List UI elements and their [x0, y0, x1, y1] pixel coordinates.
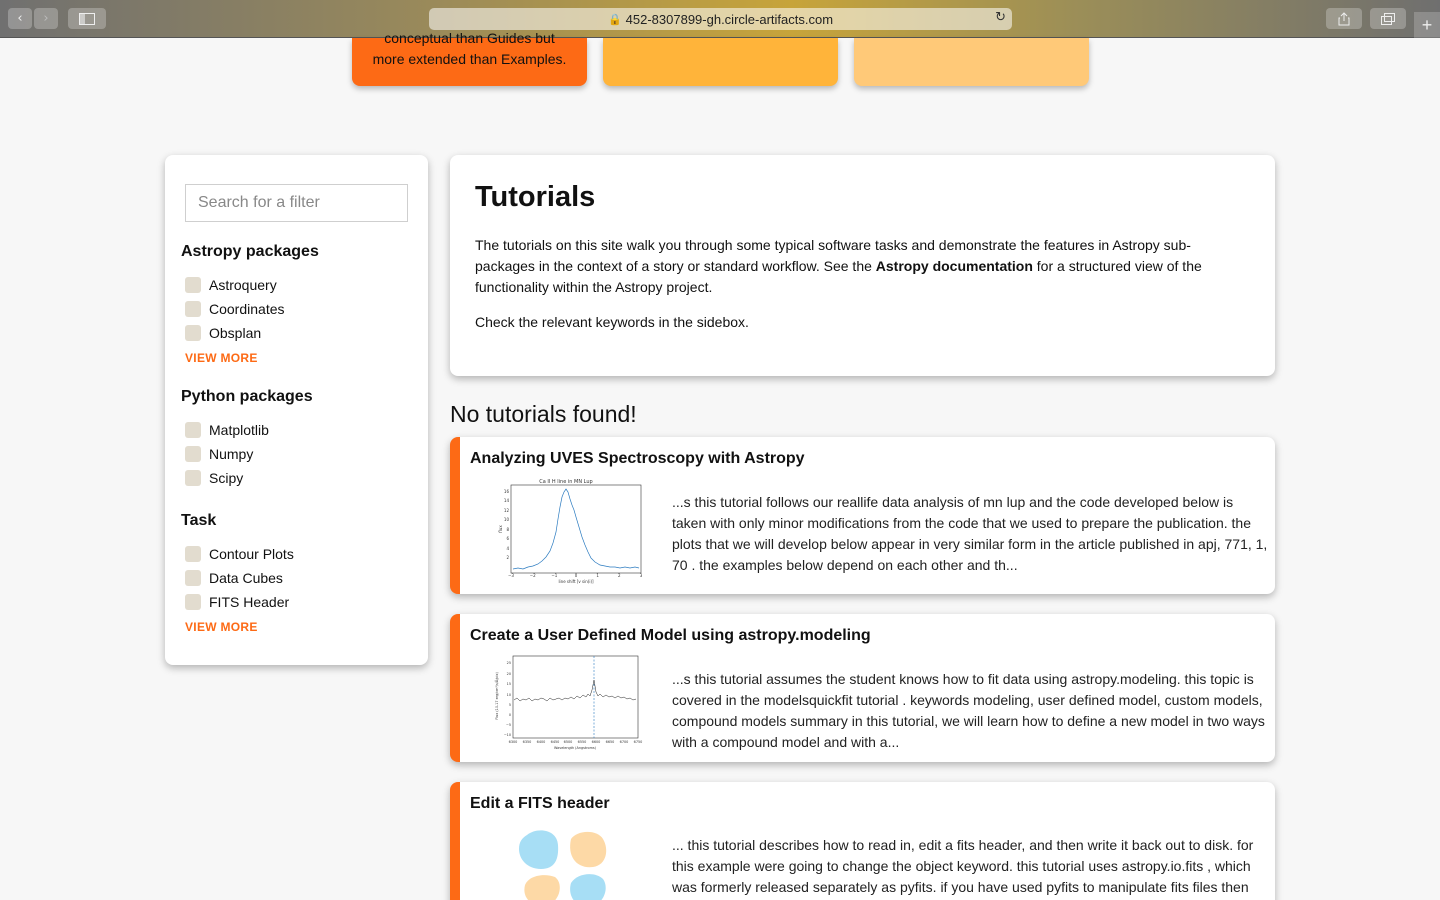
- category-card-text: more extended than Examples.: [372, 51, 567, 67]
- thumb-y-tick: 4: [506, 546, 509, 551]
- thumb-x-tick: −2: [529, 573, 536, 578]
- back-button[interactable]: [8, 8, 32, 29]
- browser-toolbar: [0, 0, 1440, 38]
- thumb-y-tick: 16: [503, 489, 509, 494]
- filter-option-contour-plots[interactable]: [185, 546, 294, 562]
- category-card-text: conceptual than Guides but: [384, 30, 555, 46]
- checkbox[interactable]: [185, 594, 201, 610]
- view-more-astropy-link[interactable]: VIEW MORE: [185, 351, 258, 365]
- filter-option-label: Astroquery: [209, 277, 277, 293]
- new-tab-button[interactable]: [1414, 12, 1440, 38]
- intro-text: for a structured view of the functionality within the Astropy project.: [475, 258, 1202, 295]
- filter-option-fits-header[interactable]: [185, 594, 289, 610]
- tutorial-title[interactable]: Edit a FITS header: [470, 795, 610, 812]
- thumb-x-tick: −1: [551, 573, 558, 578]
- thumb-x-tick: 6700: [619, 740, 629, 744]
- tutorial-title[interactable]: Analyzing UVES Spectroscopy with Astropy: [470, 450, 805, 467]
- thumb-x-tick: 0: [574, 573, 578, 578]
- thumb-y-tick: 14: [503, 498, 509, 503]
- forward-button[interactable]: [34, 8, 58, 29]
- tutorial-description: ...s this tutorial follows our reallife data analysis of mn lup and the code developed below is taken with only minor modifications from the code that we used to prepare the publication. the plots that we will develop below appear in very similar form in the article published in apj, 771, 1, 70 . the examples below depend on each other and th...: [672, 494, 1268, 573]
- checkbox[interactable]: [185, 446, 201, 462]
- thumb-x-tick: 6350: [522, 740, 532, 744]
- filter-option-label: Matplotlib: [209, 422, 269, 438]
- thumb-y-tick: 20: [506, 672, 511, 676]
- tutorial-thumbnail: [480, 477, 645, 587]
- thumb-x-tick: 6550: [577, 740, 587, 744]
- filter-group-title: Astropy packages: [181, 243, 319, 260]
- tutorial-thumbnail: [480, 654, 645, 754]
- checkbox[interactable]: [185, 470, 201, 486]
- thumb-y-tick: −5: [506, 723, 511, 727]
- checkbox[interactable]: [185, 277, 201, 293]
- thumb-x-label: Wavelength (Angstroms): [553, 746, 597, 750]
- filter-option-coordinates[interactable]: [185, 301, 285, 317]
- filter-group-title: Python packages: [181, 388, 313, 405]
- thumb-x-tick: 6750: [633, 740, 643, 744]
- filter-option-data-cubes[interactable]: [185, 570, 283, 586]
- thumb-y-tick: 5: [508, 703, 511, 707]
- tutorial-card-uves[interactable]: [450, 437, 1275, 594]
- filter-search-input[interactable]: [185, 184, 408, 222]
- checkbox[interactable]: [185, 325, 201, 341]
- thumb-y-tick: 15: [506, 682, 511, 686]
- thumb-y-label: flux: [498, 525, 503, 533]
- page-title: Tutorials: [475, 181, 596, 213]
- thumb-x-tick: 6600: [591, 740, 601, 744]
- view-more-task-link[interactable]: VIEW MORE: [185, 620, 258, 634]
- thumb-y-tick: 0: [508, 713, 511, 717]
- intro-hint: Check the relevant keywords in the sidebox.: [475, 314, 749, 330]
- checkbox[interactable]: [185, 422, 201, 438]
- chevron-left-icon: ‹: [17, 11, 23, 26]
- filter-group-title: Task: [181, 512, 217, 529]
- thumb-x-label: line shift [v sin(i)]: [558, 579, 594, 584]
- tutorial-card-modeling[interactable]: [450, 614, 1275, 762]
- intro-card: [450, 155, 1275, 376]
- filter-option-label: Coordinates: [209, 301, 285, 317]
- results-heading: No tutorials found!: [450, 401, 637, 427]
- thumb-y-tick: 6: [506, 536, 509, 541]
- thumb-x-tick: 6400: [536, 740, 546, 744]
- thumb-y-tick: 8: [506, 527, 509, 532]
- thumb-x-tick: −3: [508, 573, 514, 578]
- thumb-y-tick: 12: [503, 508, 509, 513]
- thumb-y-tick: 25: [506, 661, 511, 665]
- thumb-y-tick: −10: [503, 733, 511, 737]
- filter-option-label: Data Cubes: [209, 570, 283, 586]
- thumb-x-tick: 3: [639, 573, 643, 578]
- chevron-right-icon: ›: [43, 11, 49, 26]
- thumb-title: Ca II H line in MN Lup: [539, 479, 593, 485]
- intro-text: The tutorials on this site walk you through some typical software tasks and demonstrate the features in Astropy sub-packages in the context of a story or standard workflow. See the: [475, 237, 1191, 274]
- filter-option-label: Scipy: [209, 470, 244, 486]
- filter-option-numpy[interactable]: [185, 446, 253, 462]
- checkbox[interactable]: [185, 570, 201, 586]
- astropy-documentation-link[interactable]: Astropy documentation: [875, 258, 1033, 274]
- sidebar-toggle-button[interactable]: [68, 8, 106, 29]
- thumb-y-tick: 2: [506, 555, 509, 560]
- thumb-x-tick: 6450: [550, 740, 560, 744]
- filter-option-label: FITS Header: [209, 594, 290, 610]
- thumb-x-tick: 2: [618, 573, 621, 578]
- lock-icon: 🔒: [607, 12, 622, 26]
- checkbox[interactable]: [185, 546, 201, 562]
- tutorial-card-fits-header[interactable]: [450, 782, 1275, 900]
- tutorial-title[interactable]: Create a User Defined Model using astropy.modeling: [470, 627, 871, 644]
- plus-icon: +: [1421, 14, 1433, 35]
- thumb-y-label: Flux (10-17 erg/cm²/s/Å/pix): [495, 672, 499, 720]
- filter-option-label: Obsplan: [209, 325, 262, 341]
- thumb-y-tick: 10: [506, 693, 511, 697]
- thumb-x-tick: 6500: [563, 740, 573, 744]
- thumb-x-tick: 6300: [508, 740, 518, 744]
- intro-paragraph: [475, 235, 1225, 298]
- filter-option-label: Contour Plots: [209, 546, 294, 562]
- tutorial-description: ... this tutorial describes how to read in, edit a fits header, and then write it back out to disk. for this example were going to change the object keyword. this tutorial uses astropy.io.fits , which was formerly released separately as pyfits. if you have used pyfits to manipulate fits files then: [672, 837, 1254, 895]
- thumb-y-tick: 10: [503, 517, 509, 522]
- checkbox[interactable]: [185, 301, 201, 317]
- filter-option-matplotlib[interactable]: [185, 422, 269, 438]
- category-card-2[interactable]: [603, 38, 838, 86]
- tutorial-description: ...s this tutorial assumes the student knows how to fit data using astropy.modeling. this topic is covered in the modelsquickfit tutorial . keywords modeling, user defined model, custom models, compound models summary in this tutorial, we will learn how to define a new model in two ways with a compound model and with a...: [672, 671, 1265, 750]
- filter-option-scipy[interactable]: [185, 470, 243, 486]
- share-icon: [1338, 12, 1350, 26]
- tabs-icon: [1381, 13, 1395, 25]
- tabs-button[interactable]: [1370, 8, 1406, 29]
- astropy-logo-icon: [515, 827, 615, 900]
- reload-icon[interactable]: ↻: [995, 10, 1006, 25]
- filter-sidebar: [165, 155, 428, 665]
- category-card-1[interactable]: [352, 30, 587, 86]
- filter-option-obsplan[interactable]: [185, 325, 261, 341]
- sidebar-icon: [79, 13, 95, 25]
- address-bar[interactable]: [429, 8, 1012, 30]
- thumb-x-tick: 1: [596, 573, 599, 578]
- share-button[interactable]: [1326, 8, 1362, 29]
- category-card-3[interactable]: [854, 38, 1089, 86]
- filter-option-label: Numpy: [209, 446, 254, 462]
- url-text: 452-8307899-gh.circle-artifacts.com: [625, 11, 834, 27]
- filter-option-astroquery[interactable]: [185, 277, 277, 293]
- thumb-x-tick: 6650: [605, 740, 615, 744]
